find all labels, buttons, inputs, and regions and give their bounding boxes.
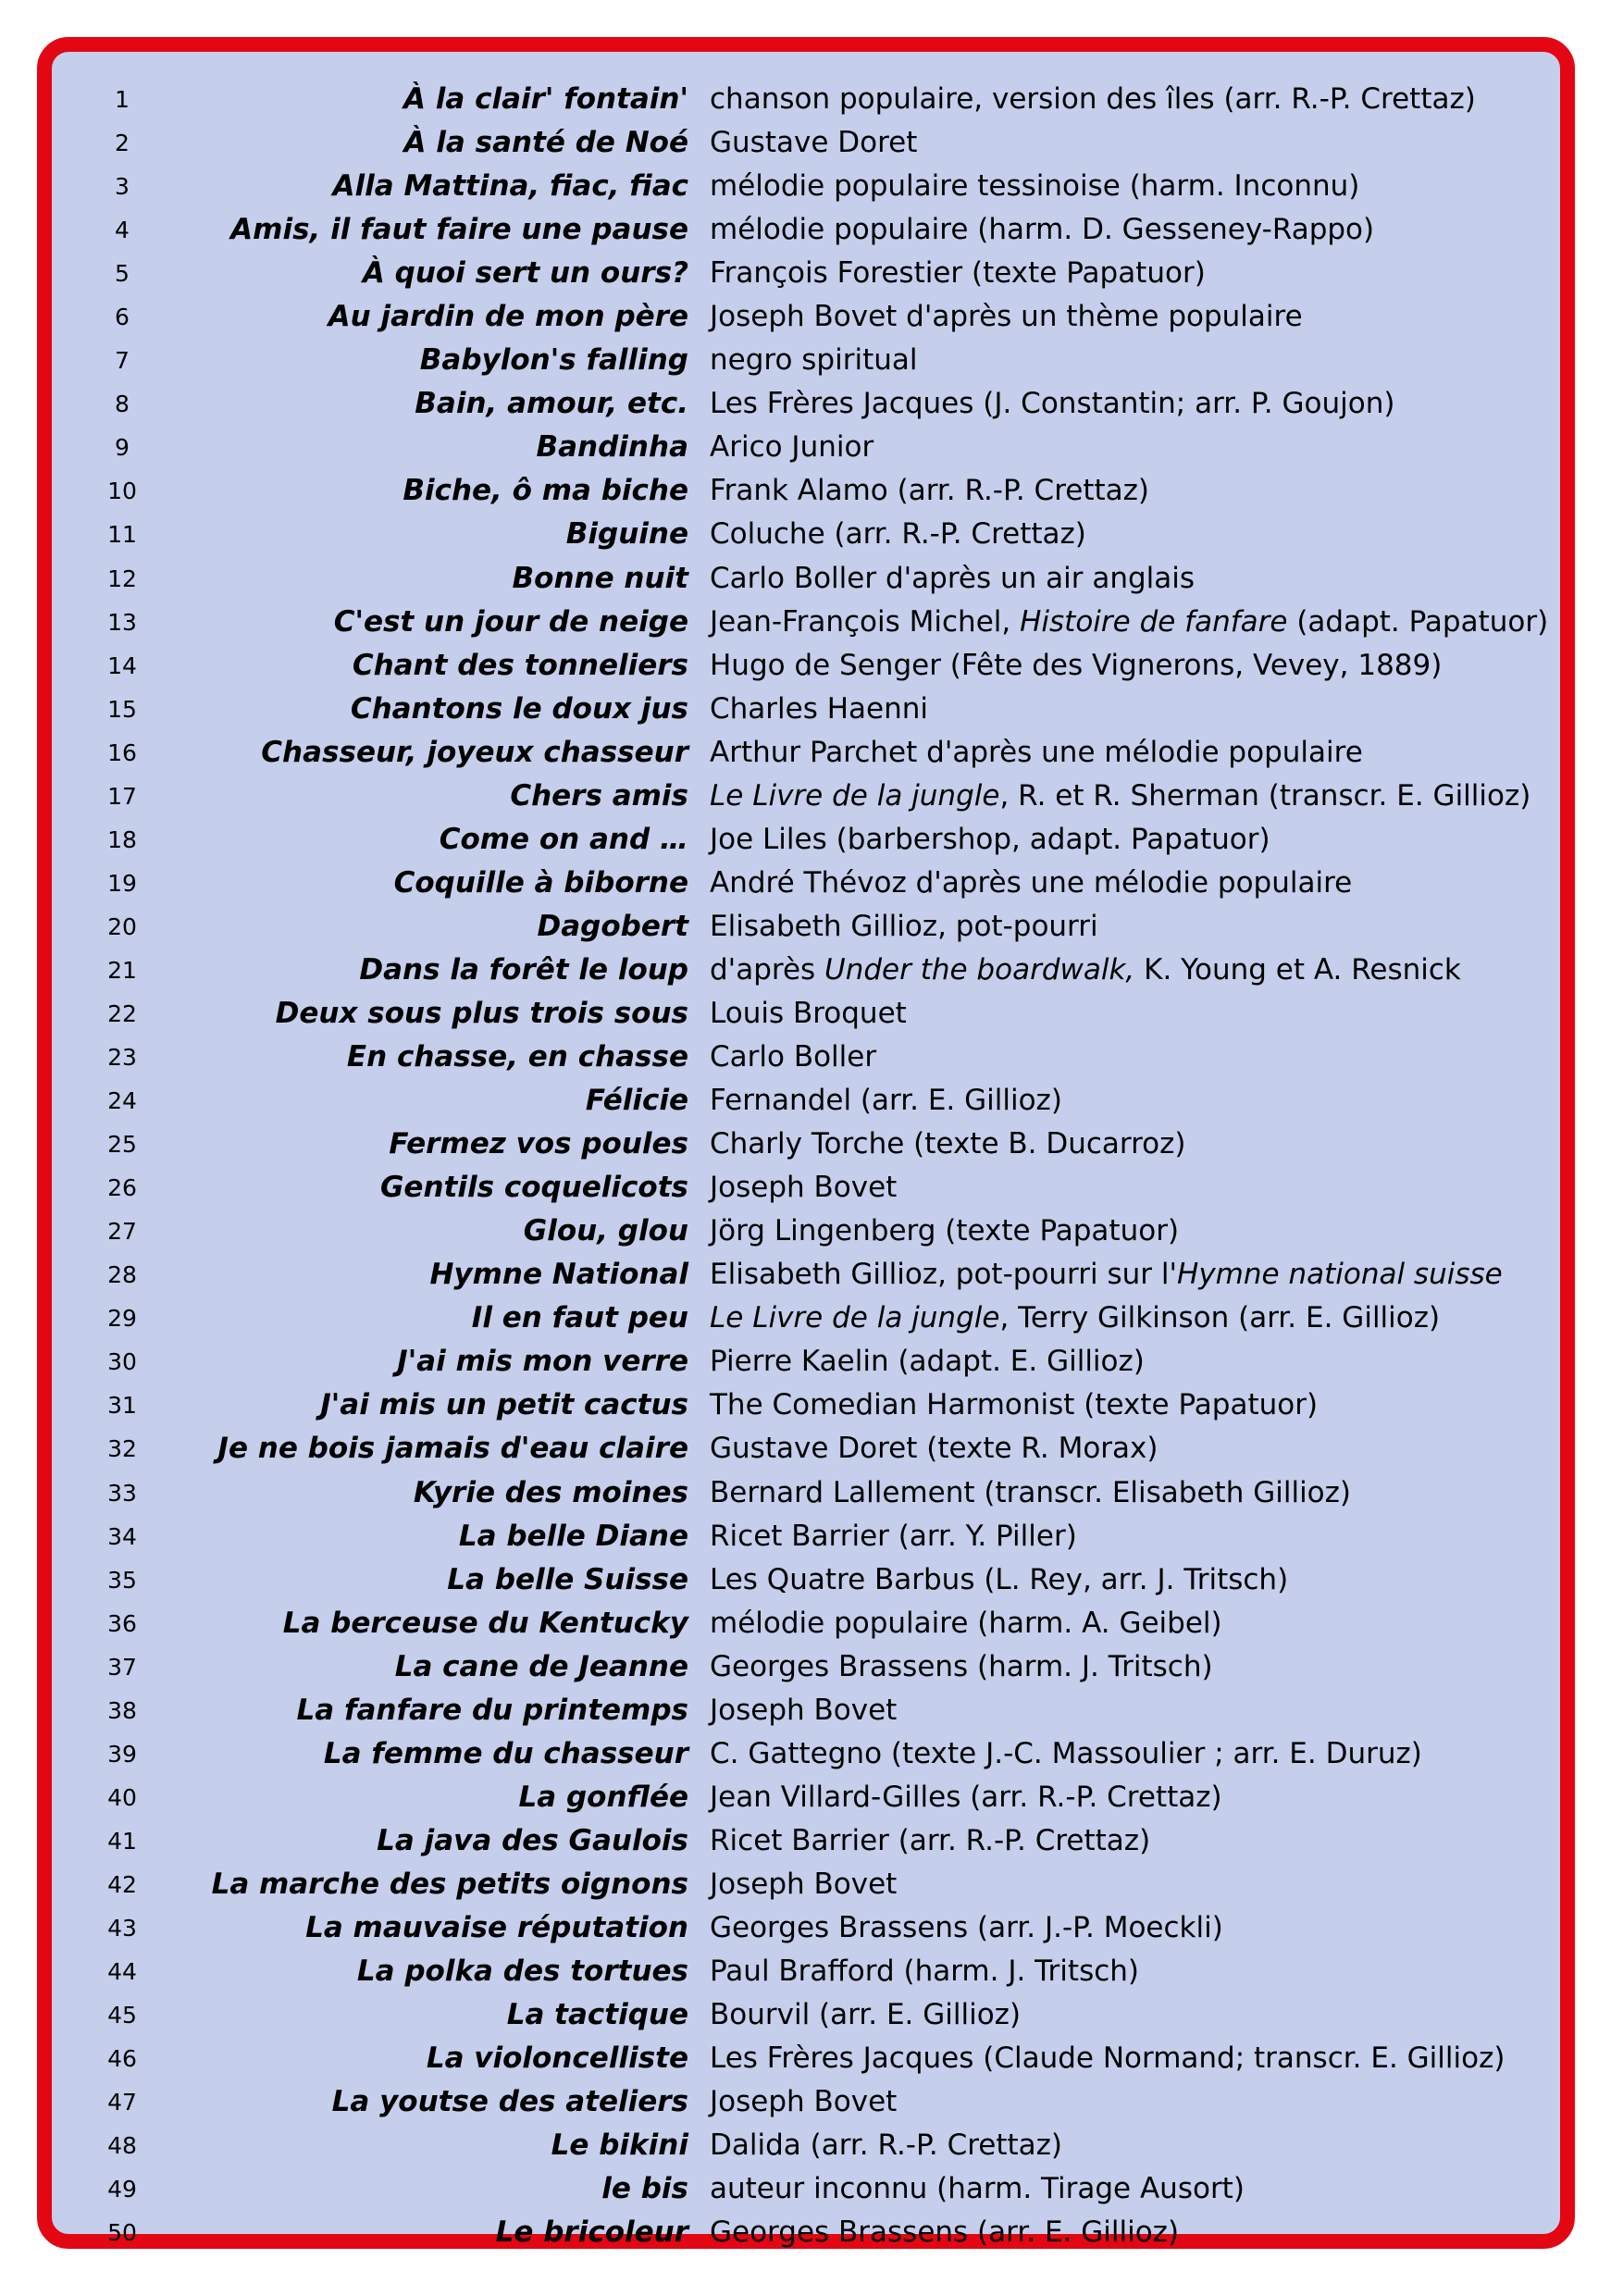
credit-segment: , Terry Gilkinson (arr. E. Gillioz) — [999, 1301, 1441, 1335]
song-credits — [710, 1645, 1213, 1689]
song-number: 36 — [107, 1609, 137, 1637]
song-number: 41 — [107, 1827, 137, 1855]
song-row — [52, 2080, 1560, 2124]
song-title: Fermez vos poules — [389, 1127, 688, 1161]
song-title: À la santé de Noé — [403, 126, 688, 160]
song-row — [52, 1079, 1560, 1123]
song-credits — [710, 775, 1530, 818]
song-number: 9 — [115, 434, 130, 462]
song-credits — [710, 1776, 1222, 1819]
credit-segment: Jörg Lingenberg (texte Papatuor) — [710, 1214, 1180, 1248]
credit-segment: Georges Brassens (harm. J. Tritsch) — [710, 1649, 1213, 1683]
song-row — [52, 1210, 1560, 1253]
song-row — [52, 78, 1560, 121]
credit-segment: Les Frères Jacques (Claude Normand; transcr. E. Gillioz) — [710, 2042, 1505, 2076]
song-row — [52, 949, 1560, 992]
credit-segment: Charles Haenni — [710, 691, 929, 726]
song-number: 11 — [107, 521, 137, 549]
song-number: 8 — [115, 391, 130, 418]
song-number: 25 — [107, 1131, 137, 1159]
song-title: La java des Gaulois — [377, 1823, 688, 1857]
song-row — [52, 1515, 1560, 1558]
song-row — [52, 1166, 1560, 1210]
song-title: Le bricoleur — [495, 2215, 688, 2250]
song-row — [52, 426, 1560, 469]
credit-segment: Joe Liles (barbershop, adapt. Papatuor) — [710, 822, 1270, 856]
song-credits — [710, 2124, 1062, 2167]
song-number: 27 — [107, 1218, 137, 1246]
song-number: 4 — [115, 217, 130, 244]
song-row — [52, 2167, 1560, 2211]
song-row — [52, 1689, 1560, 1732]
credit-segment: François Forestier (texte Papatuor) — [710, 256, 1206, 291]
credit-italic-segment: Under the boardwalk, — [824, 952, 1135, 987]
song-title: Glou, glou — [523, 1214, 688, 1248]
song-number: 43 — [107, 1914, 137, 1942]
credit-segment: Bernard Lallement (transcr. Elisabeth Gillioz) — [710, 1475, 1352, 1509]
song-number: 37 — [107, 1653, 137, 1681]
song-row — [52, 818, 1560, 862]
credit-segment: Gustave Doret (texte R. Morax) — [710, 1432, 1158, 1466]
song-number: 20 — [107, 912, 137, 940]
credit-segment: Joseph Bovet — [710, 2085, 898, 2119]
song-number: 50 — [107, 2219, 137, 2247]
song-number: 38 — [107, 1696, 137, 1724]
song-title: Il en faut peu — [471, 1301, 688, 1335]
song-row — [52, 252, 1560, 295]
song-credits — [710, 905, 1098, 949]
song-credits — [710, 1732, 1422, 1776]
credit-segment: chanson populaire, version des îles (arr. R.-P. Crettaz) — [710, 82, 1476, 116]
song-row — [52, 775, 1560, 818]
credit-segment: Elisabeth Gillioz, pot-pourri sur l' — [710, 1258, 1178, 1292]
song-number: 3 — [115, 173, 130, 201]
credit-segment: Les Quatre Barbus (L. Rey, arr. J. Tritsch) — [710, 1562, 1289, 1596]
song-credits — [710, 1906, 1223, 1950]
credit-segment: Joseph Bovet — [710, 1867, 898, 1901]
song-number: 19 — [107, 869, 137, 897]
song-title: Au jardin de mon père — [328, 300, 688, 334]
song-row — [52, 382, 1560, 426]
credit-segment: mélodie populaire (harm. D. Gesseney-Rappo) — [710, 213, 1375, 247]
credit-segment: Paul Brafford (harm. J. Tritsch) — [710, 1955, 1140, 1989]
song-credits — [710, 992, 907, 1036]
song-row — [52, 1776, 1560, 1819]
song-credits — [710, 121, 917, 165]
song-number: 2 — [115, 130, 130, 157]
song-credits — [710, 1993, 1021, 2037]
song-title: À la clair' fontain' — [403, 82, 688, 116]
song-number: 32 — [107, 1435, 137, 1463]
song-number: 21 — [107, 956, 137, 984]
credit-segment: auteur inconnu (harm. Tirage Ausort) — [710, 2172, 1245, 2206]
credit-segment: Jean-François Michel, — [710, 604, 1021, 639]
song-row — [52, 992, 1560, 1036]
song-title: le bis — [601, 2172, 688, 2206]
song-title: La mauvaise réputation — [305, 1910, 688, 1944]
song-credits — [710, 731, 1363, 775]
song-title: J'ai mis un petit cactus — [320, 1388, 688, 1422]
song-row — [52, 121, 1560, 165]
song-credits — [710, 208, 1374, 252]
song-row — [52, 1819, 1560, 1863]
song-row — [52, 2211, 1560, 2254]
song-row — [52, 1906, 1560, 1950]
song-title: La youtse des ateliers — [331, 2085, 688, 2119]
song-number: 13 — [107, 608, 137, 636]
song-row — [52, 731, 1560, 775]
song-title: Dagobert — [537, 909, 688, 943]
credit-segment: C. Gattegno (texte J.-C. Massoulier ; arr. E. Duruz) — [710, 1736, 1422, 1770]
song-number: 18 — [107, 825, 137, 853]
credit-segment: Coluche (arr. R.-P. Crettaz) — [710, 517, 1086, 552]
song-title: La gonflée — [518, 1780, 688, 1814]
song-title: La berceuse du Kentucky — [282, 1606, 688, 1640]
song-credits — [710, 1427, 1158, 1471]
song-number: 44 — [107, 1958, 137, 1986]
song-credits — [710, 78, 1476, 121]
song-row — [52, 1950, 1560, 1993]
song-credits — [710, 1166, 897, 1210]
song-title: Come on and … — [439, 822, 688, 856]
song-title: Biguine — [565, 517, 688, 552]
song-credits — [710, 601, 1548, 644]
song-credits — [710, 949, 1461, 992]
song-title: La belle Suisse — [447, 1562, 688, 1596]
song-row — [52, 557, 1560, 601]
song-row — [52, 2037, 1560, 2080]
song-row — [52, 1993, 1560, 2037]
credit-segment: mélodie populaire (harm. A. Geibel) — [710, 1606, 1222, 1640]
song-title: Le bikini — [551, 2128, 688, 2163]
song-credits — [710, 295, 1303, 339]
song-row — [52, 1427, 1560, 1471]
song-number: 16 — [107, 738, 137, 766]
credit-segment: Frank Alamo (arr. R.-P. Crettaz) — [710, 474, 1150, 508]
song-credits — [710, 1123, 1186, 1166]
song-credits — [710, 1079, 1062, 1123]
song-row — [52, 1558, 1560, 1602]
song-row — [52, 905, 1560, 949]
song-title: Chers amis — [510, 778, 688, 813]
song-row — [52, 295, 1560, 339]
song-number: 26 — [107, 1174, 137, 1202]
song-credits — [710, 1819, 1150, 1863]
song-title: Bonne nuit — [512, 561, 688, 595]
song-credits — [710, 426, 873, 469]
credit-segment: Joseph Bovet — [710, 1171, 898, 1205]
song-title: Kyrie des moines — [413, 1475, 688, 1509]
song-title: C'est un jour de neige — [333, 604, 688, 639]
song-credits — [710, 1602, 1222, 1645]
song-row — [52, 1340, 1560, 1384]
credit-segment: Arico Junior — [710, 430, 874, 465]
song-credits — [710, 382, 1394, 426]
credit-segment: Joseph Bovet — [710, 1693, 898, 1727]
song-credits — [710, 1863, 897, 1906]
song-credits — [710, 1471, 1351, 1515]
credit-segment: The Comedian Harmonist (texte Papatuor) — [710, 1388, 1319, 1422]
song-number: 15 — [107, 695, 137, 723]
song-title: Amis, il faut faire une pause — [230, 213, 688, 247]
credit-segment: Elisabeth Gillioz, pot-pourri — [710, 909, 1098, 943]
song-row — [52, 339, 1560, 382]
song-credits — [710, 688, 928, 731]
song-number: 6 — [115, 304, 130, 331]
song-row — [52, 1863, 1560, 1906]
song-list-frame — [37, 37, 1575, 2249]
song-row — [52, 1645, 1560, 1689]
song-title: J'ai mis mon verre — [397, 1345, 688, 1379]
song-number: 7 — [115, 347, 130, 375]
song-number: 42 — [107, 1870, 137, 1898]
credit-segment: (adapt. Papatuor) — [1287, 604, 1549, 639]
song-title: Biche, ô ma biche — [403, 474, 688, 508]
song-number: 46 — [107, 2045, 137, 2073]
song-row — [52, 1036, 1560, 1079]
song-number: 35 — [107, 1566, 137, 1594]
song-credits — [710, 644, 1442, 688]
credit-segment: Carlo Boller d'après un air anglais — [710, 561, 1196, 595]
song-credits — [710, 1340, 1145, 1384]
credit-segment: K. Young et A. Resnick — [1134, 952, 1461, 987]
song-row — [52, 2124, 1560, 2167]
song-title: Coquille à biborne — [393, 865, 688, 900]
song-number: 10 — [107, 478, 137, 505]
song-number: 45 — [107, 2002, 137, 2029]
song-row — [52, 1123, 1560, 1166]
credit-italic-segment: Le Livre de la jungle — [710, 1301, 1000, 1335]
song-row — [52, 1297, 1560, 1340]
song-number: 34 — [107, 1522, 137, 1550]
credit-segment: Gustave Doret — [710, 126, 918, 160]
song-title: Hymne National — [429, 1258, 688, 1292]
song-title: Alla Mattina, fiac, fiac — [332, 169, 688, 204]
song-credits — [710, 513, 1086, 556]
song-number: 14 — [107, 652, 137, 679]
credit-segment: Joseph Bovet d'après un thème populaire — [710, 300, 1303, 334]
song-credits — [710, 1689, 897, 1732]
song-number: 12 — [107, 565, 137, 592]
song-credits — [710, 1297, 1440, 1340]
song-credits — [710, 1036, 876, 1079]
song-title: À quoi sert un ours? — [362, 256, 688, 291]
song-credits — [710, 557, 1195, 601]
song-row — [52, 1253, 1560, 1297]
song-title: La cane de Jeanne — [394, 1649, 688, 1683]
song-row — [52, 1732, 1560, 1776]
song-row — [52, 644, 1560, 688]
credit-segment: negro spiritual — [710, 343, 918, 378]
song-number: 17 — [107, 782, 137, 810]
song-title: Babylon's falling — [419, 343, 688, 378]
song-title: En chasse, en chasse — [346, 1040, 688, 1074]
song-credits — [710, 1210, 1179, 1253]
song-credits — [710, 2037, 1505, 2080]
song-row — [52, 165, 1560, 208]
song-title: Gentils coquelicots — [379, 1171, 688, 1205]
song-number: 49 — [107, 2176, 137, 2203]
song-number: 23 — [107, 1044, 137, 1072]
song-row — [52, 1384, 1560, 1427]
song-credits — [710, 818, 1270, 862]
song-title: Bain, amour, etc. — [415, 387, 688, 421]
song-credits — [710, 1558, 1288, 1602]
song-title: La violoncelliste — [426, 2042, 688, 2076]
song-credits — [710, 1253, 1503, 1297]
song-row — [52, 688, 1560, 731]
credit-segment: Georges Brassens (arr. E. Gillioz) — [710, 2215, 1180, 2250]
credit-segment: Charly Torche (texte B. Ducarroz) — [710, 1127, 1186, 1161]
song-credits — [710, 2211, 1179, 2254]
song-row — [52, 1602, 1560, 1645]
song-number: 28 — [107, 1261, 137, 1289]
song-number: 29 — [107, 1305, 137, 1333]
song-number: 48 — [107, 2132, 137, 2160]
song-number: 47 — [107, 2089, 137, 2116]
song-title: La femme du chasseur — [323, 1736, 688, 1770]
song-row — [52, 601, 1560, 644]
credit-segment: d'après — [710, 952, 825, 987]
song-credits — [710, 469, 1149, 513]
credit-italic-segment: Le Livre de la jungle — [710, 778, 1000, 813]
credit-segment: Les Frères Jacques (J. Constantin; arr. P. Goujon) — [710, 387, 1395, 421]
song-credits — [710, 862, 1352, 905]
song-number: 30 — [107, 1348, 137, 1376]
song-title: Chantons le doux jus — [350, 691, 688, 726]
credit-segment: Hugo de Senger (Fête des Vignerons, Vevey, 1889) — [710, 648, 1443, 682]
song-number: 31 — [107, 1392, 137, 1420]
song-row — [52, 862, 1560, 905]
song-list — [52, 78, 1560, 2254]
song-title: La belle Diane — [458, 1519, 688, 1553]
credit-segment: Ricet Barrier (arr. R.-P. Crettaz) — [710, 1823, 1151, 1857]
credit-segment: Arthur Parchet d'après une mélodie populaire — [710, 735, 1363, 769]
song-number: 5 — [115, 260, 130, 288]
song-credits — [710, 339, 918, 382]
credit-segment: Pierre Kaelin (adapt. E. Gillioz) — [710, 1345, 1145, 1379]
song-title: Bandinha — [536, 430, 688, 465]
credit-segment: Georges Brassens (arr. J.-P. Moeckli) — [710, 1910, 1223, 1944]
song-title: Chasseur, joyeux chasseur — [261, 735, 688, 769]
song-row — [52, 208, 1560, 252]
song-number: 39 — [107, 1740, 137, 1768]
song-number: 33 — [107, 1479, 137, 1507]
song-credits — [710, 1384, 1318, 1427]
song-row — [52, 1471, 1560, 1515]
credit-segment: Dalida (arr. R.-P. Crettaz) — [710, 2128, 1063, 2163]
credit-segment: Ricet Barrier (arr. Y. Piller) — [710, 1519, 1077, 1553]
credit-segment: , R. et R. Sherman (transcr. E. Gillioz) — [999, 778, 1531, 813]
song-title: Dans la forêt le loup — [359, 952, 688, 987]
credit-segment: mélodie populaire tessinoise (harm. Inconnu) — [710, 169, 1360, 204]
song-title: La marche des petits oignons — [211, 1867, 688, 1901]
credit-italic-segment: Hymne national suisse — [1177, 1258, 1503, 1292]
credit-italic-segment: Histoire de fanfare — [1020, 604, 1288, 639]
song-number: 24 — [107, 1087, 137, 1115]
song-credits — [710, 2167, 1245, 2211]
song-credits — [710, 165, 1359, 208]
song-row — [52, 469, 1560, 513]
credit-segment: Jean Villard-Gilles (arr. R.-P. Crettaz) — [710, 1780, 1222, 1814]
song-row — [52, 513, 1560, 556]
song-title: La polka des tortues — [356, 1955, 688, 1989]
credit-segment: Louis Broquet — [710, 996, 907, 1030]
song-title: La tactique — [506, 1998, 688, 2032]
song-credits — [710, 1515, 1077, 1558]
credit-segment: André Thévoz d'après une mélodie populaire — [710, 865, 1353, 900]
song-title: Je ne bois jamais d'eau claire — [217, 1432, 688, 1466]
credit-segment: Carlo Boller — [710, 1040, 877, 1074]
song-title: Félicie — [585, 1084, 688, 1118]
song-number: 40 — [107, 1783, 137, 1811]
song-credits — [710, 1950, 1139, 1993]
song-title: Deux sous plus trois sous — [275, 996, 688, 1030]
song-number: 22 — [107, 999, 137, 1027]
song-title: Chant des tonneliers — [352, 648, 688, 682]
song-credits — [710, 252, 1206, 295]
song-number: 1 — [115, 86, 130, 113]
credit-segment: Bourvil (arr. E. Gillioz) — [710, 1998, 1022, 2032]
credit-segment: Fernandel (arr. E. Gillioz) — [710, 1084, 1062, 1118]
song-title: La fanfare du printemps — [296, 1693, 688, 1727]
song-credits — [710, 2080, 897, 2124]
